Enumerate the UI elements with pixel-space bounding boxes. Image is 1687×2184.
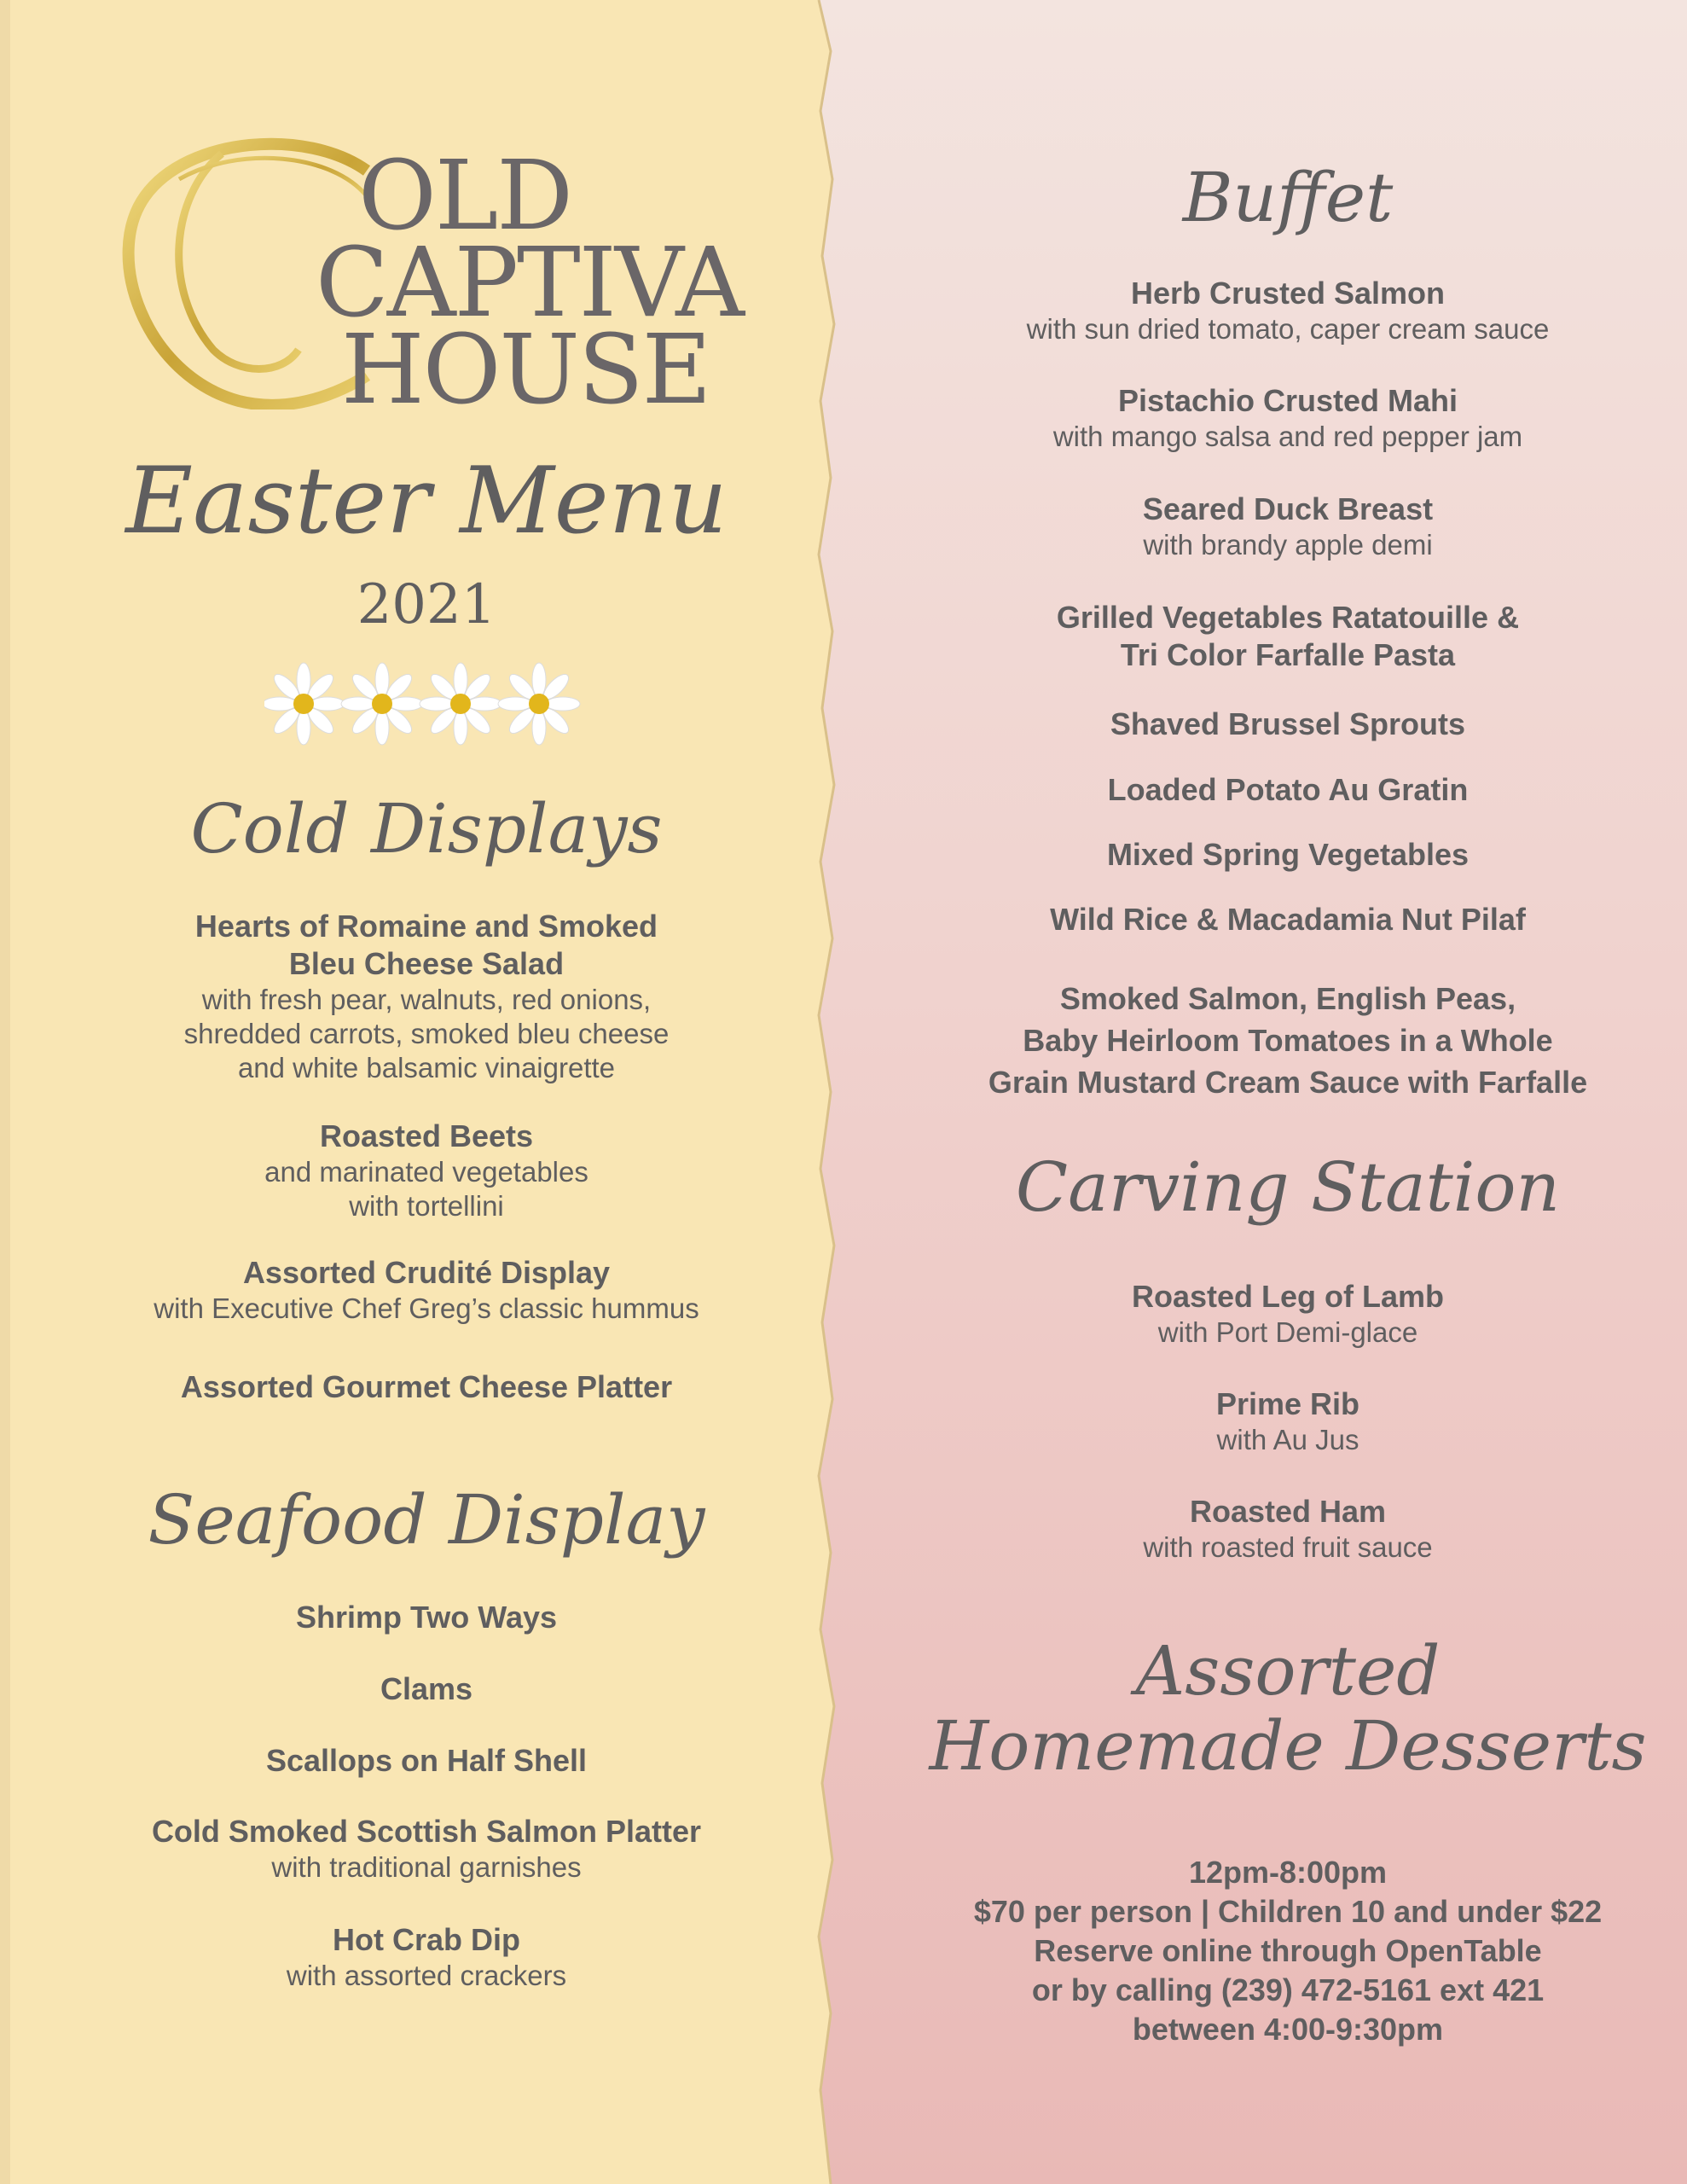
desserts-heading-line: Homemade Desserts bbox=[929, 1706, 1647, 1786]
item-description: with Au Jus bbox=[1216, 1424, 1359, 1455]
menu-item bbox=[904, 599, 1672, 674]
item-title: Wild Rice & Macadamia Nut Pilaf bbox=[1050, 902, 1526, 937]
item-title: Roasted Leg of Lamb bbox=[1131, 1279, 1445, 1314]
item-title: Cold Smoked Scottish Salmon Platter bbox=[151, 1814, 702, 1849]
menu-item bbox=[51, 1599, 802, 1636]
seafood-display-heading: Seafood Display bbox=[148, 1480, 705, 1560]
item-title: Loaded Potato Au Gratin bbox=[1107, 772, 1469, 807]
item-title: Mixed Spring Vegetables bbox=[1106, 837, 1470, 872]
menu-item bbox=[904, 1493, 1672, 1565]
item-title: Grain Mustard Cream Sauce with Farfalle bbox=[988, 1065, 1588, 1100]
item-title: Seared Duck Breast bbox=[1142, 491, 1434, 526]
item-title: Bleu Cheese Salad bbox=[288, 946, 565, 981]
item-title: Assorted Crudité Display bbox=[242, 1255, 611, 1290]
menu-item bbox=[51, 908, 802, 1085]
menu-item bbox=[51, 1742, 802, 1780]
menu-item bbox=[51, 1813, 802, 1885]
buffet-heading: Buffet bbox=[1182, 158, 1394, 237]
item-title: Shaved Brussel Sprouts bbox=[1110, 706, 1466, 741]
item-description: with brandy apple demi bbox=[1143, 529, 1433, 561]
menu-year: 2021 bbox=[357, 573, 496, 636]
item-description: with assorted crackers bbox=[286, 1960, 567, 1991]
item-title: Roasted Ham bbox=[1189, 1494, 1387, 1529]
item-title: Grilled Vegetables Ratatouille & bbox=[1056, 600, 1520, 635]
item-title: Prime Rib bbox=[1215, 1386, 1360, 1421]
menu-item bbox=[904, 706, 1672, 743]
menu-item bbox=[904, 491, 1672, 562]
item-description: with mango salsa and red pepper jam bbox=[1052, 421, 1523, 452]
menu-item bbox=[904, 275, 1672, 346]
item-description: with sun dried tomato, caper cream sauce bbox=[1026, 313, 1550, 345]
call-hours: between 4:00-9:30pm bbox=[1132, 2012, 1444, 2047]
logo bbox=[111, 119, 744, 427]
logo-line-3: HOUSE bbox=[341, 315, 710, 426]
menu-title: Easter Menu bbox=[125, 448, 728, 555]
item-title: Scallops on Half Shell bbox=[265, 1743, 588, 1778]
daisy-flowers-icon bbox=[264, 661, 588, 746]
item-description: and marinated vegetables bbox=[264, 1156, 588, 1188]
item-description: with tortellini bbox=[349, 1190, 504, 1222]
menu-item bbox=[904, 382, 1672, 454]
menu-item bbox=[904, 1385, 1672, 1457]
item-description: with roasted fruit sauce bbox=[1143, 1531, 1433, 1563]
menu-item bbox=[51, 1118, 802, 1223]
item-title: Tri Color Farfalle Pasta bbox=[1120, 637, 1456, 672]
item-title: Assorted Gourmet Cheese Platter bbox=[180, 1369, 673, 1404]
item-title: Clams bbox=[380, 1671, 473, 1706]
item-title: Hot Crab Dip bbox=[333, 1922, 520, 1957]
reservation-info: Reserve online through OpenTable bbox=[1034, 1933, 1542, 1968]
item-description: with Port Demi-glace bbox=[1157, 1316, 1418, 1348]
phone-info: or by calling (239) 472-5161 ext 421 bbox=[1031, 1972, 1545, 2007]
item-title: Pistachio Crusted Mahi bbox=[1117, 383, 1458, 418]
item-description: with traditional garnishes bbox=[271, 1851, 582, 1883]
torn-edge bbox=[802, 0, 853, 2184]
desserts-heading-line: Assorted bbox=[1135, 1631, 1441, 1711]
pricing: $70 per person | Children 10 and under $22 bbox=[973, 1894, 1603, 1929]
menu-item bbox=[904, 978, 1672, 1103]
menu-item bbox=[51, 1921, 802, 1993]
menu-item bbox=[904, 771, 1672, 809]
menu-item bbox=[51, 1670, 802, 1708]
item-title: Baby Heirloom Tomatoes in a Whole bbox=[1023, 1023, 1553, 1058]
menu-item bbox=[51, 1368, 802, 1406]
footer-info bbox=[904, 1853, 1672, 2049]
item-title: Hearts of Romaine and Smoked bbox=[194, 909, 658, 944]
item-description: and white balsamic vinaigrette bbox=[237, 1052, 616, 1083]
menu-item bbox=[51, 1254, 802, 1326]
cold-displays-heading: Cold Displays bbox=[190, 789, 663, 868]
item-title: Shrimp Two Ways bbox=[295, 1600, 558, 1635]
item-description: with fresh pear, walnuts, red onions, bbox=[201, 984, 652, 1015]
logo-line-2: CAPTIVA bbox=[316, 228, 744, 339]
desserts-heading bbox=[904, 1631, 1672, 1786]
left-edge bbox=[0, 0, 10, 2184]
item-title: Roasted Beets bbox=[319, 1118, 534, 1153]
item-title: Smoked Salmon, English Peas, bbox=[1059, 981, 1516, 1016]
hours: 12pm-8:00pm bbox=[1188, 1855, 1388, 1890]
menu-item bbox=[904, 901, 1672, 938]
item-description: shredded carrots, smoked bleu cheese bbox=[183, 1018, 670, 1049]
carving-station-heading: Carving Station bbox=[1015, 1147, 1561, 1227]
logo-line-1: OLD bbox=[358, 141, 571, 252]
item-description: with Executive Chef Greg’s classic hummus bbox=[154, 1292, 699, 1324]
menu-item bbox=[904, 1278, 1672, 1350]
item-title: Herb Crusted Salmon bbox=[1130, 276, 1446, 311]
menu-item bbox=[904, 836, 1672, 874]
